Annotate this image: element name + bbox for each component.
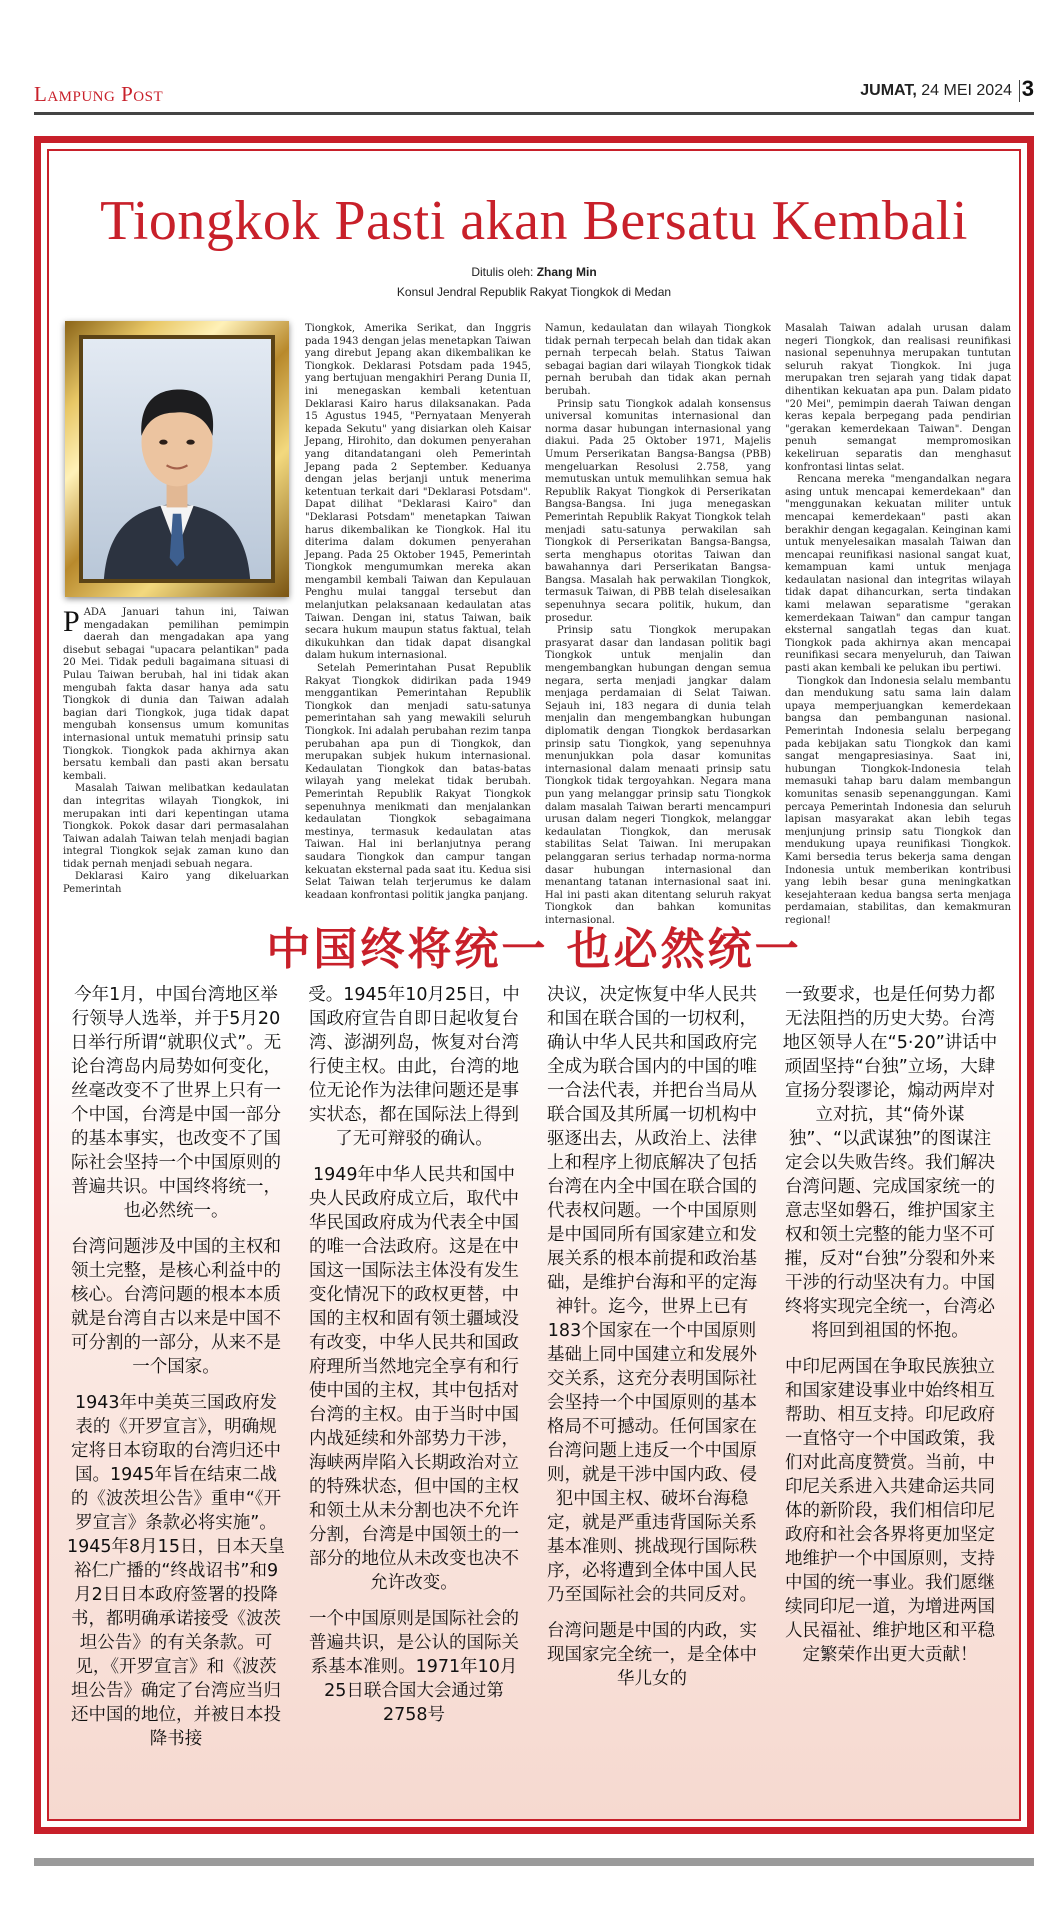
dateline bbox=[860, 82, 1012, 100]
page-number: 3 bbox=[1021, 76, 1034, 101]
paragraph: 1943年中美英三国政府发表的《开罗宣言》，明确规定将日本窃取的台湾归还中国。1945年旨在结束二战的《波茨坦公告》重申“《开罗宣言》条款必将实施”。1945年8月15日，日本天皇裕仁广播的“终战诏书”和9月2日日本政府签署的投降书，都明确承诺接受《波茨坦公告》的有关条款。可见，《开罗宣言》和《波茨坦公告》确定了台湾应当归还中国的地位，并被日本投降书接 bbox=[67, 1393, 285, 1749]
paragraph: Rencana mereka "mengandalkan negara asing untuk mencapai kemerdekaan" dan "menggunakan kekuatan militer untuk mencapai kemerdekaan" pasti akan berakhir dengan kegagalan. Keinginan kami untuk menyelesaikan masalah Taiwan dan mencapai reunifikasi nasional sangat kuat, kemampuan kami untuk menjaga kedaulatan nasional dan integritas wilayah tidak dapat dihancurkan, serta tindakan kami melawan separatisme "gerakan kemerdekaan Taiwan" dan campur tangan eksternal sangatlah tegas dan kuat. Tiongkok pada akhirnya akan mencapai reunifikasi secara menyeluruh, dan Taiwan pasti akan kembali ke pelukan ibu pertiwi. bbox=[785, 474, 1011, 675]
dateline-date: 24 MEI 2024 bbox=[916, 82, 1012, 99]
paragraph-text: ADA Januari tahun ini, Taiwan mengadakan pemilihan pemimpin daerah dan mengadakan apa yang disebut sebagai "upacara pelantikan" pada 20 Mei. Tidak peduli bagaimana situasi di Pulau Taiwan berubah, hal ini tidak akan mengubah fakta dasar hanya ada satu Tiongkok di dunia dan Taiwan adalah bagian dari Tiongkok, juga tidak dapat mengubah konsensus umum komunitas internasional untuk mematuhi prinsip satu Tiongkok. Tiongkok pada akhirnya akan bersatu kembali dan pasti akan bersatu kembali. bbox=[63, 607, 289, 782]
paragraph: Masalah Taiwan melibatkan kedaulatan dan integritas wilayah Tiongkok, ini merupakan inti dari kepentingan utama Tiongkok. Pokok dasar dari permasalahan Taiwan adalah Taiwan telah menjadi bagian integral Tiongkok sejak zaman kuno dan tidak pernah menjadi sebuah negara. bbox=[63, 783, 289, 870]
article-column-2 bbox=[305, 323, 531, 902]
article-column-4 bbox=[785, 323, 1011, 928]
paragraph: Masalah Taiwan adalah urusan dalam negeri Tiongkok, dan realisasi reunifikasi nasional sepenuhnya merupakan tuntutan seluruh rakyat Tiongkok. Ini juga merupakan tren sejarah yang tidak dapat dihentikan kekuatan apa pun. Dalam pidato "20 Mei", pemimpin daerah Taiwan dengan keras kepala berpegang pada pendirian "gerakan kemerdekaan Taiwan". Dengan penuh semangat mempromosikan kekeliruan separatis dan menghasut konfrontasi lintas selat. bbox=[785, 323, 1011, 473]
paragraph: 1949年中华人民共和国中央人民政府成立后，取代中华民国政府成为代表全中国的唯一合法政府。这是在中国这一国际法主体没有发生变化情况下的政权更替，中国的主权和固有领土疆域没有改变，中华人民共和国政府理所当然地完全享有和行使中国的主权，其中包括对台湾的主权。由于当时中国内战延续和外部势力干涉，海峡两岸陷入长期政治对立的特殊状态，但中国的主权和领土从未分割也决不允许分割，台湾是中国领土的一部分的地位从未改变也决不允许改变。 bbox=[309, 1165, 519, 1593]
paragraph: Setelah Pemerintahan Pusat Republik Rakyat Tiongkok didirikan pada 1949 menggantikan Pemerintahan Republik Tiongkok dan menjadi satu-satunya pemerintahan sah yang mewakili seluruh Tiongkok. Ini adalah perubahan rezim tanpa perubahan apa pun di Tiongkok, dan merupakan subjek hukum internasional. Kedaulatan Tiongkok dan batas-batas wilayah yang melekat tidak berubah. Pemerintah Republik Rakyat Tiongkok sepenuhnya menikmati dan menjalankan kedaulatan Tiongkok sebagaimana mestinya, termasuk kedaulatan atas Taiwan. Hal ini berlanjutnya perang saudara Tiongkok dan campur tangan kekuatan eksternal pada saat itu. Kedua sisi Selat Taiwan telah terjerumus ke dalam keadaan konfrontasi politik jangka panjang. bbox=[305, 663, 531, 901]
masthead-rule bbox=[34, 112, 1034, 115]
chinese-column-3 bbox=[543, 983, 761, 1703]
byline bbox=[49, 265, 1019, 279]
article-column-3 bbox=[545, 323, 771, 928]
portrait-photo bbox=[83, 339, 271, 579]
paragraph: Tiongkok, Amerika Serikat, dan Inggris pada 1943 dengan jelas menetapkan Taiwan yang direbut Jepang akan dikembalikan ke Tiongkok. Deklarasi Potsdam pada 1945, yang bertujuan mengakhiri Perang Dunia II, ini menegaskan kembali ketentuan Deklarasi Kairo harus dilaksanakan. Pada 15 Agustus 1945, "Pernyataan Menyerah kepada Sekutu" yang disiarkan oleh Kaisar Jepang, Hirohito, dan dokumen penyerahan yang ditandatangani oleh Pemerintah Jepang pada 2 September. Keduanya dengan jelas berjanji untuk menerima ketentuan terkait dari "Deklarasi Potsdam". Dapat dilihat "Deklarasi Kairo" dan "Deklarasi Potsdam" menetapkan Taiwan harus dikembalikan ke Tiongkok. Hal itu diterima dalam dokumen penyerahan Jepang. Pada 25 Oktober 1945, Pemerintah Tiongkok mengumumkan mereka akan mengambil kembali Taiwan dan Kepulauan Penghu mulai tanggal tersebut dan melanjutkan pelaksanaan kedaulatan atas Taiwan. Dengan ini, status Taiwan, baik secara hukum maupun status faktual, telah dikukuhkan dan tidak dapat disangkal dalam hukum internasional. bbox=[305, 323, 531, 662]
paragraph: Prinsip satu Tiongkok merupakan prasyarat dasar dan landasan politik bagi Tiongkok untuk menjalin dan mengembangkan hubungan dengan semua negara, serta menjadi jangkar dalam menjaga perdamaian di Selat Taiwan. Sejauh ini, 183 negara di dunia telah menjalin dan mengembangkan hubungan diplomatik dengan Tiongkok berdasarkan prinsip satu Tiongkok, yang sepenuhnya menunjukkan pola dasar komunitas internasional dalam menaati prinsip satu Tiongkok tidak tergoyahkan. Negara mana pun yang melanggar prinsip satu Tiongkok dalam masalah Taiwan berarti mencampuri urusan dalam negeri Tiongkok, melanggar kedaulatan Tiongkok, dan merusak stabilitas Selat Taiwan. Ini merupakan pelanggaran serius terhadap norma-norma dasar hubungan internasional dan menantang tatanan internasional saat ini. Hal ini pasti akan ditentang seluruh rakyat Tiongkok dan bahkan komunitas internasional. bbox=[545, 625, 771, 926]
paragraph: Deklarasi Kairo yang dikeluarkan Pemerintah bbox=[63, 871, 289, 896]
masthead bbox=[34, 70, 1034, 110]
author-name: Zhang Min bbox=[536, 265, 597, 279]
page-bottom-bar bbox=[34, 1858, 1034, 1866]
paragraph bbox=[63, 607, 289, 783]
paragraph: 一个中国原则是国际社会的普遍共识，是公认的国际关系基本准则。1971年10月25日联合国大会通过第2758号 bbox=[309, 1609, 519, 1725]
advertorial-inner-frame bbox=[47, 149, 1021, 1821]
dropcap: P bbox=[63, 605, 80, 638]
advertorial-frame bbox=[34, 136, 1034, 1834]
article-title: Tiongkok Pasti akan Bersatu Kembali bbox=[100, 190, 968, 252]
chinese-column-4 bbox=[781, 983, 999, 1679]
paragraph: Prinsip satu Tiongkok adalah konsensus universal komunitas internasional dan norma dasar hubungan internasional yang diakui. Pada 25 Oktober 1971, Majelis Umum Perserikatan Bangsa-Bangsa (PBB) mengeluarkan Resolusi 2.758, yang memutuskan untuk memulihkan semua hak Republik Rakyat Tiongkok di Perserikatan Bangsa-Bangsa. Ini juga menegaskan Pemerintah Republik Rakyat Tiongkok telah menjadi satu-satunya perwakilan sah Tiongkok di Perserikatan Bangsa-Bangsa, serta menghapus otoritas Taiwan dan bawahannya dari Perserikatan Bangsa-Bangsa. Masalah hak perwakilan Tiongkok, termasuk Taiwan, di PBB telah diselesaikan sepenuhnya secara politik, hukum, dan prosedur. bbox=[545, 398, 771, 624]
article-column-1 bbox=[63, 607, 289, 897]
paragraph: 受。1945年10月25日，中国政府宣告自即日起收复台湾、澎湖列岛，恢复对台湾行使主权。由此，台湾的地位无论作为法律问题还是事实状态，都在国际法上得到了无可辩驳的确认。 bbox=[308, 985, 520, 1149]
page-separator bbox=[1019, 80, 1020, 102]
paragraph: 台湾问题是中国的内政，实现国家完全统一，是全体中华儿女的 bbox=[547, 1621, 757, 1689]
chinese-column-1 bbox=[67, 983, 285, 1763]
chinese-title: 中国终将统一 也必然统一 bbox=[266, 924, 802, 975]
paragraph: Tiongkok dan Indonesia selalu membantu dan mendukung satu sama lain dalam upaya memperjuangkan kemerdekaan bangsa dan pembangunan nasional. Pemerintah Indonesia selalu berpegang pada kebijakan satu Tiongkok dan kami sangat mengapresiasinya. Saat ini, hubungan Tiongkok-Indonesia telah memasuki tahap baru dalam membangun komunitas senasib sepenanggungan. Kami percaya Pemerintah Indonesia dan seluruh lapisan masyarakat akan lebih tegas menjunjung prinsip satu Tiongkok dan mendukung upaya reunifikasi Tiongkok. Kami bersedia terus bekerja sama dengan Indonesia untuk memberikan kontribusi yang lebih besar guna meningkatkan kesejahteraan kedua bangsa serta menjaga perdamaian, stabilitas, dan kemakmuran regional! bbox=[785, 675, 1011, 926]
newspaper-logo: Lampung Post bbox=[34, 82, 164, 106]
paragraph: 一致要求，也是任何势力都无法阻挡的历史大势。台湾地区领导人在“5·20”讲话中顽固坚持“台独”立场，大肆宣扬分裂谬论，煽动两岸对立对抗，其“倚外谋独”、“以武谋独”的图谋注定会以失败告终。我们解决台湾问题、完成国家统一的意志坚如磐石，维护国家主权和领土完整的能力坚不可摧，反对“台独”分裂和外来干涉的行动坚决有力。中国终将实现完全统一，台湾必将回到祖国的怀抱。 bbox=[782, 985, 998, 1341]
paragraph: 今年1月，中国台湾地区举行领导人选举，并于5月20日举行所谓“就职仪式”。无论台湾岛内局势如何变化，丝毫改变不了世界上只有一个中国，台湾是中国一部分的基本事实，也改变不了国际社会坚持一个中国原则的普遍共识。中国终将统一，也必然统一。 bbox=[70, 985, 282, 1221]
portrait-mat bbox=[79, 335, 275, 583]
byline-prefix: Ditulis oleh: bbox=[471, 265, 537, 279]
chinese-column-2 bbox=[305, 983, 523, 1739]
paragraph: 决议，决定恢复中华人民共和国在联合国的一切权利，确认中华人民共和国政府完全成为联合国内的中国的唯一合法代表，并把台当局从联合国及其所属一切机构中驱逐出去，从政治上、法律上和程序上彻底解决了包括台湾在内全中国在联合国的代表权问题。一个中国原则是中国同所有国家建立和发展关系的根本前提和政治基础，是维护台海和平的定海神针。迄今，世界上已有183个国家在一个中国原则基础上同中国建立和发展外交关系，这充分表明国际社会坚持一个中国原则的基本格局不可撼动。任何国家在台湾问题上违反一个中国原则，就是干涉中国内政、侵犯中国主权、破坏台海稳定，就是严重违背国际关系基本准则、挑战现行国际秩序，必将遭到全体中国人民乃至国际社会的共同反对。 bbox=[547, 985, 757, 1605]
paragraph: 中印尼两国在争取民族独立和国家建设事业中始终相互帮助、相互支持。印尼政府一直恪守一个中国政策，我们对此高度赞赏。当前，中印尼关系进入共建命运共同体的新阶段，我们相信印尼政府和社会各界将更加坚定地维护一个中国原则，支持中国的统一事业。我们愿继续同印尼一道，为增进两国人民福祉、维护地区和平稳定繁荣作出更大贡献！ bbox=[785, 1357, 995, 1665]
person-figure-icon bbox=[83, 339, 271, 579]
author-role: Konsul Jendral Republik Rakyat Tiongkok di Medan bbox=[396, 285, 672, 299]
paragraph: Namun, kedaulatan dan wilayah Tiongkok tidak pernah terpecah belah dan tidak akan pernah terpecah belah. Status Taiwan sebagai bagian dari wilayah Tiongkok tidak pernah berubah dan tidak akan pernah berubah. bbox=[545, 323, 771, 397]
author-portrait bbox=[65, 321, 289, 597]
paragraph: 台湾问题涉及中国的主权和领土完整，是核心利益中的核心。台湾问题的根本本质就是台湾自古以来是中国不可分割的一部分，从来不是一个国家。 bbox=[71, 1237, 281, 1377]
dateline-day: JUMAT, bbox=[860, 82, 917, 99]
